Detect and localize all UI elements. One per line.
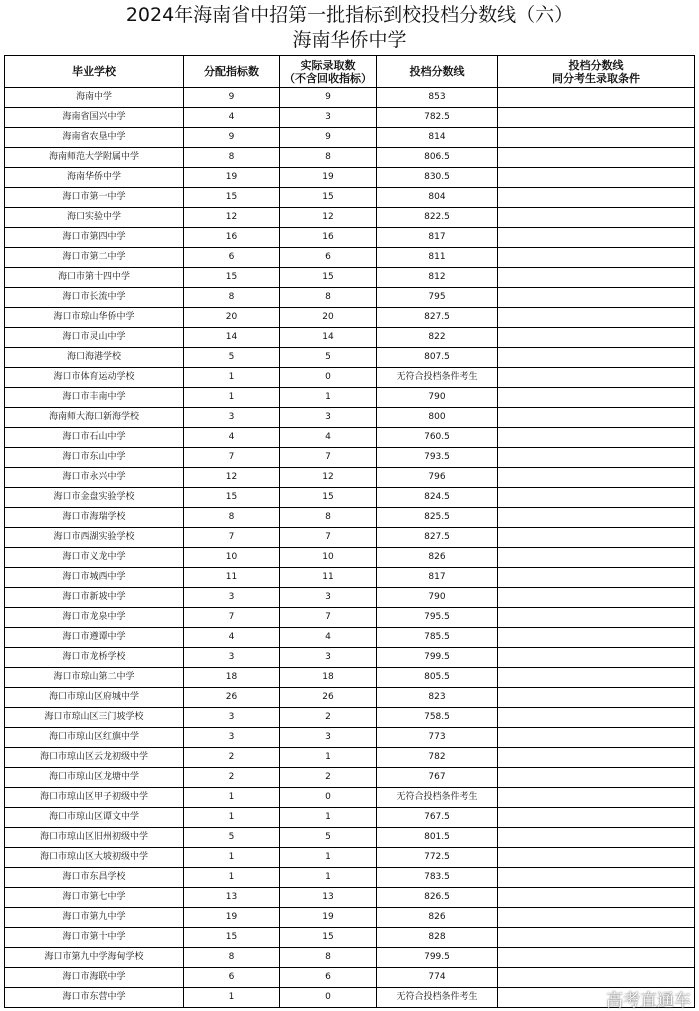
cell-school: 海口市第一中学	[5, 188, 184, 208]
cell-tie	[498, 828, 695, 848]
header-admitted	[280, 56, 377, 88]
cell-school: 海口市石山中学	[5, 428, 184, 448]
cell-school: 海口市第七中学	[5, 888, 184, 908]
cell-quota: 1	[184, 808, 280, 828]
table-row	[5, 828, 695, 848]
cell-quota: 8	[184, 288, 280, 308]
cell-score: 799.5	[377, 948, 498, 968]
cell-admitted: 13	[280, 888, 377, 908]
cell-score: 827.5	[377, 308, 498, 328]
cell-score: 826	[377, 548, 498, 568]
cell-tie	[498, 508, 695, 528]
cell-admitted: 26	[280, 688, 377, 708]
cell-admitted: 2	[280, 708, 377, 728]
header-row	[5, 56, 695, 88]
score-table	[4, 55, 695, 1008]
cell-school: 海口市琼山区三门坡学校	[5, 708, 184, 728]
cell-admitted: 3	[280, 728, 377, 748]
cell-quota: 12	[184, 468, 280, 488]
cell-quota: 26	[184, 688, 280, 708]
cell-score: 807.5	[377, 348, 498, 368]
table-row	[5, 588, 695, 608]
table-row	[5, 648, 695, 668]
cell-quota: 8	[184, 948, 280, 968]
cell-tie	[498, 868, 695, 888]
cell-admitted: 15	[280, 268, 377, 288]
cell-tie	[498, 848, 695, 868]
cell-score: 796	[377, 468, 498, 488]
cell-score: 811	[377, 248, 498, 268]
cell-quota: 4	[184, 628, 280, 648]
cell-school: 海口市琼山区龙塘中学	[5, 768, 184, 788]
cell-quota: 7	[184, 608, 280, 628]
cell-admitted: 6	[280, 968, 377, 988]
cell-score: 783.5	[377, 868, 498, 888]
cell-admitted: 8	[280, 288, 377, 308]
cell-tie	[498, 448, 695, 468]
cell-score: 825.5	[377, 508, 498, 528]
table-row	[5, 188, 695, 208]
table-row	[5, 468, 695, 488]
cell-score: 805.5	[377, 668, 498, 688]
cell-score: 814	[377, 128, 498, 148]
cell-school: 海口市琼山区大坡初级中学	[5, 848, 184, 868]
cell-score: 758.5	[377, 708, 498, 728]
table-row	[5, 308, 695, 328]
cell-admitted: 12	[280, 208, 377, 228]
cell-admitted: 3	[280, 588, 377, 608]
cell-quota: 19	[184, 908, 280, 928]
table-row	[5, 208, 695, 228]
cell-tie	[498, 188, 695, 208]
cell-score: 826	[377, 908, 498, 928]
cell-quota: 2	[184, 768, 280, 788]
cell-admitted: 8	[280, 148, 377, 168]
cell-tie	[498, 748, 695, 768]
table-row	[5, 328, 695, 348]
cell-admitted: 20	[280, 308, 377, 328]
cell-quota: 6	[184, 968, 280, 988]
cell-quota: 1	[184, 848, 280, 868]
cell-tie	[498, 628, 695, 648]
table-body	[5, 88, 695, 1008]
cell-admitted: 18	[280, 668, 377, 688]
cell-school: 海口市琼山华侨中学	[5, 308, 184, 328]
cell-school: 海口市琼山第二中学	[5, 668, 184, 688]
cell-school: 海口市琼山区红旗中学	[5, 728, 184, 748]
cell-quota: 15	[184, 188, 280, 208]
cell-tie	[498, 268, 695, 288]
table-row	[5, 728, 695, 748]
cell-quota: 7	[184, 528, 280, 548]
cell-quota: 16	[184, 228, 280, 248]
cell-school: 海口市灵山中学	[5, 328, 184, 348]
cell-school: 海口市永兴中学	[5, 468, 184, 488]
cell-school: 海口市琼山区甲子初级中学	[5, 788, 184, 808]
cell-quota: 8	[184, 148, 280, 168]
table-row	[5, 848, 695, 868]
cell-school: 海口市金盘实验学校	[5, 488, 184, 508]
cell-school: 海南省国兴中学	[5, 108, 184, 128]
cell-tie	[498, 728, 695, 748]
cell-score: 767.5	[377, 808, 498, 828]
cell-school: 海口市东营中学	[5, 988, 184, 1008]
cell-tie	[498, 88, 695, 108]
cell-tie	[498, 548, 695, 568]
cell-school: 海口市新坡中学	[5, 588, 184, 608]
cell-school: 海口市第四中学	[5, 228, 184, 248]
cell-tie	[498, 428, 695, 448]
cell-admitted: 10	[280, 548, 377, 568]
cell-quota: 12	[184, 208, 280, 228]
cell-admitted: 1	[280, 388, 377, 408]
cell-tie	[498, 148, 695, 168]
cell-admitted: 6	[280, 248, 377, 268]
cell-school: 海口海港学校	[5, 348, 184, 368]
table-row	[5, 548, 695, 568]
cell-admitted: 14	[280, 328, 377, 348]
cell-admitted: 9	[280, 128, 377, 148]
cell-school: 海口市义龙中学	[5, 548, 184, 568]
table-row	[5, 388, 695, 408]
cell-tie	[498, 468, 695, 488]
table-row	[5, 608, 695, 628]
cell-admitted: 1	[280, 848, 377, 868]
cell-school: 海口市海联中学	[5, 968, 184, 988]
cell-school: 海口市第九中学	[5, 908, 184, 928]
cell-score: 785.5	[377, 628, 498, 648]
cell-quota: 20	[184, 308, 280, 328]
cell-admitted: 19	[280, 168, 377, 188]
cell-quota: 5	[184, 828, 280, 848]
cell-school: 海口市第十四中学	[5, 268, 184, 288]
cell-school: 海南中学	[5, 88, 184, 108]
header-score: 投档分数线	[377, 56, 498, 88]
cell-tie	[498, 708, 695, 728]
cell-score: 830.5	[377, 168, 498, 188]
table-row	[5, 268, 695, 288]
cell-quota: 3	[184, 728, 280, 748]
cell-quota: 7	[184, 448, 280, 468]
cell-tie	[498, 588, 695, 608]
cell-tie	[498, 488, 695, 508]
cell-quota: 13	[184, 888, 280, 908]
table-row	[5, 88, 695, 108]
cell-score: 760.5	[377, 428, 498, 448]
cell-tie	[498, 888, 695, 908]
cell-quota: 1	[184, 388, 280, 408]
cell-admitted: 12	[280, 468, 377, 488]
cell-score: 767	[377, 768, 498, 788]
table-row	[5, 428, 695, 448]
cell-score: 827.5	[377, 528, 498, 548]
table-row	[5, 408, 695, 428]
cell-school: 海口市丰南中学	[5, 388, 184, 408]
cell-quota: 6	[184, 248, 280, 268]
cell-score: 822	[377, 328, 498, 348]
cell-tie	[498, 368, 695, 388]
cell-school: 海口市龙桥学校	[5, 648, 184, 668]
cell-tie	[498, 128, 695, 148]
cell-score: 853	[377, 88, 498, 108]
cell-quota: 3	[184, 588, 280, 608]
cell-quota: 4	[184, 108, 280, 128]
page-subtitle: 海南华侨中学	[292, 29, 407, 51]
cell-admitted: 7	[280, 448, 377, 468]
cell-admitted: 15	[280, 188, 377, 208]
cell-admitted: 19	[280, 908, 377, 928]
cell-admitted: 5	[280, 828, 377, 848]
table-row	[5, 708, 695, 728]
cell-school: 海口市城西中学	[5, 568, 184, 588]
cell-admitted: 11	[280, 568, 377, 588]
cell-tie	[498, 948, 695, 968]
cell-admitted: 4	[280, 428, 377, 448]
cell-quota: 15	[184, 928, 280, 948]
cell-admitted: 8	[280, 948, 377, 968]
cell-quota: 1	[184, 868, 280, 888]
cell-tie	[498, 308, 695, 328]
cell-school: 海口市东山中学	[5, 448, 184, 468]
cell-quota: 2	[184, 748, 280, 768]
table-row	[5, 688, 695, 708]
cell-score: 817	[377, 228, 498, 248]
cell-score: 826.5	[377, 888, 498, 908]
table-row	[5, 808, 695, 828]
cell-quota: 4	[184, 428, 280, 448]
cell-quota: 1	[184, 788, 280, 808]
cell-quota: 14	[184, 328, 280, 348]
cell-tie	[498, 108, 695, 128]
cell-admitted: 16	[280, 228, 377, 248]
cell-tie	[498, 688, 695, 708]
cell-school: 海口市龙泉中学	[5, 608, 184, 628]
cell-school: 海口市体育运动学校	[5, 368, 184, 388]
cell-score: 823	[377, 688, 498, 708]
table-header	[5, 56, 695, 88]
cell-tie	[498, 568, 695, 588]
cell-score: 804	[377, 188, 498, 208]
cell-score: 790	[377, 388, 498, 408]
cell-score: 822.5	[377, 208, 498, 228]
table-row	[5, 288, 695, 308]
cell-quota: 3	[184, 708, 280, 728]
table-row	[5, 908, 695, 928]
cell-school: 海口实验中学	[5, 208, 184, 228]
cell-school: 海口市海瑞学校	[5, 508, 184, 528]
cell-school: 海南省农垦中学	[5, 128, 184, 148]
cell-school: 海口市遵谭中学	[5, 628, 184, 648]
cell-school: 海南师范大学附属中学	[5, 148, 184, 168]
cell-score: 824.5	[377, 488, 498, 508]
cell-quota: 18	[184, 668, 280, 688]
cell-quota: 15	[184, 268, 280, 288]
cell-quota: 19	[184, 168, 280, 188]
table-row	[5, 248, 695, 268]
table-row	[5, 528, 695, 548]
header-tie-line1: 投档分数线	[568, 58, 624, 72]
cell-school: 海口市西湖实验学校	[5, 528, 184, 548]
cell-tie	[498, 788, 695, 808]
cell-score: 无符合投档条件考生	[377, 368, 498, 388]
table-row	[5, 228, 695, 248]
table-row	[5, 948, 695, 968]
cell-tie	[498, 928, 695, 948]
cell-admitted: 3	[280, 648, 377, 668]
cell-admitted: 7	[280, 528, 377, 548]
cell-school: 海口市琼山区府城中学	[5, 688, 184, 708]
table-row	[5, 368, 695, 388]
cell-admitted: 15	[280, 928, 377, 948]
page-title: 2024年海南省中招第一批指标到校投档分数线（六）	[125, 4, 574, 26]
cell-quota: 9	[184, 88, 280, 108]
table-row	[5, 568, 695, 588]
cell-score: 793.5	[377, 448, 498, 468]
cell-tie	[498, 288, 695, 308]
cell-school: 海口市东昌学校	[5, 868, 184, 888]
cell-tie	[498, 228, 695, 248]
table-row	[5, 968, 695, 988]
cell-quota: 8	[184, 508, 280, 528]
cell-admitted: 0	[280, 788, 377, 808]
cell-score: 812	[377, 268, 498, 288]
table-row	[5, 868, 695, 888]
cell-score: 795.5	[377, 608, 498, 628]
cell-quota: 9	[184, 128, 280, 148]
cell-admitted: 8	[280, 508, 377, 528]
cell-score: 790	[377, 588, 498, 608]
header-admitted-line2: （不含回收指标）	[284, 71, 372, 85]
cell-tie	[498, 968, 695, 988]
cell-tie	[498, 608, 695, 628]
table-row	[5, 448, 695, 468]
cell-tie	[498, 388, 695, 408]
table-row	[5, 148, 695, 168]
cell-school: 海口市琼山区云龙初级中学	[5, 748, 184, 768]
cell-admitted: 3	[280, 408, 377, 428]
cell-admitted: 4	[280, 628, 377, 648]
header-tie	[498, 56, 695, 88]
table-row	[5, 128, 695, 148]
cell-score: 782.5	[377, 108, 498, 128]
cell-school: 海口市琼山区旧州初级中学	[5, 828, 184, 848]
table-row	[5, 928, 695, 948]
cell-school: 海口市长流中学	[5, 288, 184, 308]
cell-score: 828	[377, 928, 498, 948]
cell-tie	[498, 408, 695, 428]
cell-tie	[498, 768, 695, 788]
table-row	[5, 788, 695, 808]
cell-tie	[498, 908, 695, 928]
table-row	[5, 108, 695, 128]
table-row	[5, 668, 695, 688]
cell-quota: 1	[184, 368, 280, 388]
cell-score: 799.5	[377, 648, 498, 668]
cell-admitted: 15	[280, 488, 377, 508]
cell-admitted: 0	[280, 988, 377, 1008]
cell-score: 无符合投档条件考生	[377, 788, 498, 808]
cell-tie	[498, 808, 695, 828]
cell-admitted: 5	[280, 348, 377, 368]
cell-tie	[498, 248, 695, 268]
cell-admitted: 9	[280, 88, 377, 108]
table-row	[5, 988, 695, 1008]
table-row	[5, 768, 695, 788]
cell-school: 海口市第九中学海甸学校	[5, 948, 184, 968]
cell-admitted: 7	[280, 608, 377, 628]
cell-score: 774	[377, 968, 498, 988]
cell-admitted: 1	[280, 868, 377, 888]
cell-tie	[498, 208, 695, 228]
cell-score: 817	[377, 568, 498, 588]
cell-score: 801.5	[377, 828, 498, 848]
cell-quota: 3	[184, 648, 280, 668]
watermark-text: 高考直通车	[606, 991, 691, 1011]
table-row	[5, 888, 695, 908]
cell-score: 795	[377, 288, 498, 308]
cell-school: 海南师大海口新海学校	[5, 408, 184, 428]
cell-quota: 10	[184, 548, 280, 568]
cell-tie	[498, 348, 695, 368]
cell-quota: 3	[184, 408, 280, 428]
cell-score: 无符合投档条件考生	[377, 988, 498, 1008]
table-row	[5, 488, 695, 508]
cell-school: 海口市第二中学	[5, 248, 184, 268]
cell-score: 806.5	[377, 148, 498, 168]
header-school: 毕业学校	[5, 56, 184, 88]
cell-score: 800	[377, 408, 498, 428]
header-tie-line2: 同分考生录取条件	[552, 71, 640, 85]
cell-score: 773	[377, 728, 498, 748]
cell-quota: 15	[184, 488, 280, 508]
table-row	[5, 508, 695, 528]
cell-quota: 1	[184, 988, 280, 1008]
cell-school: 海口市琼山区谭文中学	[5, 808, 184, 828]
cell-admitted: 1	[280, 748, 377, 768]
cell-admitted: 1	[280, 808, 377, 828]
table-row	[5, 748, 695, 768]
header-quota: 分配指标数	[184, 56, 280, 88]
cell-tie	[498, 668, 695, 688]
table-row	[5, 168, 695, 188]
cell-admitted: 2	[280, 768, 377, 788]
cell-score: 772.5	[377, 848, 498, 868]
table-row	[5, 348, 695, 368]
cell-quota: 5	[184, 348, 280, 368]
cell-school: 海南华侨中学	[5, 168, 184, 188]
cell-tie	[498, 168, 695, 188]
cell-quota: 11	[184, 568, 280, 588]
cell-tie	[498, 328, 695, 348]
cell-tie	[498, 528, 695, 548]
cell-school: 海口市第十中学	[5, 928, 184, 948]
cell-tie	[498, 648, 695, 668]
cell-admitted: 3	[280, 108, 377, 128]
cell-admitted: 0	[280, 368, 377, 388]
header-admitted-line1: 实际录取数	[300, 58, 356, 72]
cell-score: 782	[377, 748, 498, 768]
table-row	[5, 628, 695, 648]
